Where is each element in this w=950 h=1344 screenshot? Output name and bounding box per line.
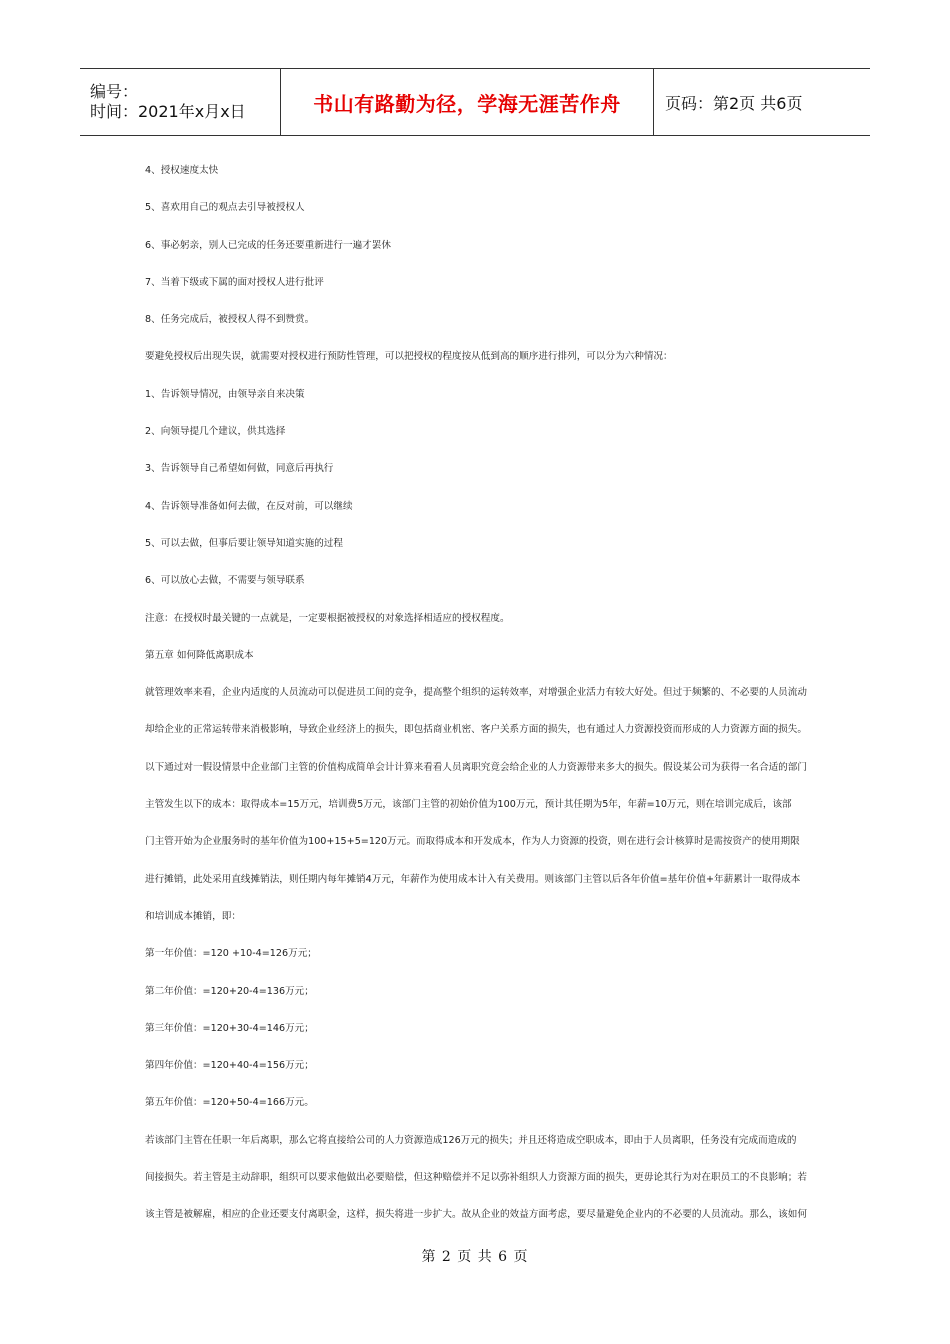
body-line: 主管发生以下的成本：取得成本=15万元，培训费5万元，该部门主管的初始价值为100万元，预计其任期为5年，年薪=10万元，则在培训完成后，该部 [145, 799, 792, 811]
body-line: 间接损失。若主管是主动辞职，组织可以要求他做出必要赔偿，但这种赔偿并不足以弥补组织人力资源方面的损失，更毋论其行为对在职员工的不良影响；若 [145, 1172, 807, 1184]
motto-text: 书山有路勤为径，学海无涯苦作舟 [313, 91, 621, 116]
body-line: 8、任务完成后，被授权人得不到赞赏。 [145, 314, 315, 326]
body-line: 6、可以放心去做，不需要与领导联系 [145, 575, 305, 587]
body-line: 该主管是被解雇，相应的企业还要支付离职金，这样，损失将进一步扩大。故从企业的效益方面考虑，要尽量避免企业内的不必要的人员流动。那么，该如何 [145, 1209, 807, 1221]
body-line: 就管理效率来看，企业内适度的人员流动可以促进员工间的竞争，提高整个组织的运转效率，对增强企业活力有较大好处。但过于频繁的、不必要的人员流动 [145, 687, 807, 699]
document-date-label: 时间：2021年x月x日 [90, 102, 246, 121]
body-line: 3、告诉领导自己希望如何做，同意后再执行 [145, 463, 334, 475]
body-line: 进行摊销，此处采用直线摊销法，则任期内每年摊销4万元，年薪作为使用成本计入有关费用。则该部门主管以后各年价值=基年价值+年薪累计一取得成本 [145, 873, 801, 885]
header-page-info [654, 69, 870, 135]
body-line: 以下通过对一假设情景中企业部门主管的价值构成简单会计计算来看看人员离职究竟会给企业的人力资源带来多大的损失。假设某公司为获得一名合适的部门 [145, 761, 807, 773]
body-line: 若该部门主管在任职一年后离职，那么它将直接给公司的人力资源造成126万元的损失；并且还将造成空职成本，即由于人员离职，任务没有完成而造成的 [145, 1134, 797, 1146]
body-line: 和培训成本摊销，即： [145, 910, 241, 922]
page-footer: 第 2 页 共 6 页 [421, 1249, 529, 1265]
body-line: 注意：在授权时最关键的一点就是，一定要根据被授权的对象选择相适应的授权程度。 [145, 612, 510, 624]
body-line: 1、告诉领导情况，由领导亲自来决策 [145, 388, 305, 400]
body-line: 4、授权速度太快 [145, 165, 219, 176]
body-line: 第二年价值：=120+20-4=136万元； [145, 985, 314, 997]
page-info-text: 页码：第2页 共6页 [665, 93, 803, 113]
body-line: 要避免授权后出现失误，就需要对授权进行预防性管理，可以把授权的程度按从低到高的顺序进行排列，可以分为六种情况： [145, 351, 673, 363]
body-line: 2、向领导提几个建议，供其选择 [145, 426, 286, 438]
body-line: 4、告诉领导准备如何去做，在反对前，可以继续 [145, 500, 353, 512]
document-number-label: 编号： [90, 82, 139, 101]
document-body [145, 159, 810, 1241]
body-line: 5、喜欢用自己的观点去引导被授权人 [145, 202, 305, 214]
body-line: 5、可以去做，但事后要让领导知道实施的过程 [145, 537, 343, 549]
body-line: 却给企业的正常运转带来消极影响，导致企业经济上的损失，即包括商业机密、客户关系方面的损失，也有通过人力资源投资而形成的人力资源方面的损失。 [145, 724, 807, 736]
body-line: 门主管开始为企业服务时的基年价值为100+15+5=120万元。而取得成本和开发成本，作为人力资源的投资，则在进行会计核算时是需按资产的使用期限 [145, 836, 800, 848]
chapter-heading: 第五章 如何降低离职成本 [145, 649, 254, 661]
header-motto [281, 69, 654, 135]
body-line: 6、事必躬亲，别人已完成的任务还要重新进行一遍才罢休 [145, 239, 391, 251]
body-line: 第一年价值：=120 +10-4=126万元； [145, 948, 317, 960]
body-line: 第五年价值：=120+50-4=166万元。 [145, 1097, 314, 1109]
body-line: 第三年价值：=120+30-4=146万元； [145, 1022, 314, 1034]
body-line: 7、当着下级或下属的面对授权人进行批评 [145, 276, 324, 288]
body-line: 第四年价值：=120+40-4=156万元； [145, 1060, 314, 1072]
page-header [80, 68, 870, 136]
header-left-cell [80, 69, 281, 135]
